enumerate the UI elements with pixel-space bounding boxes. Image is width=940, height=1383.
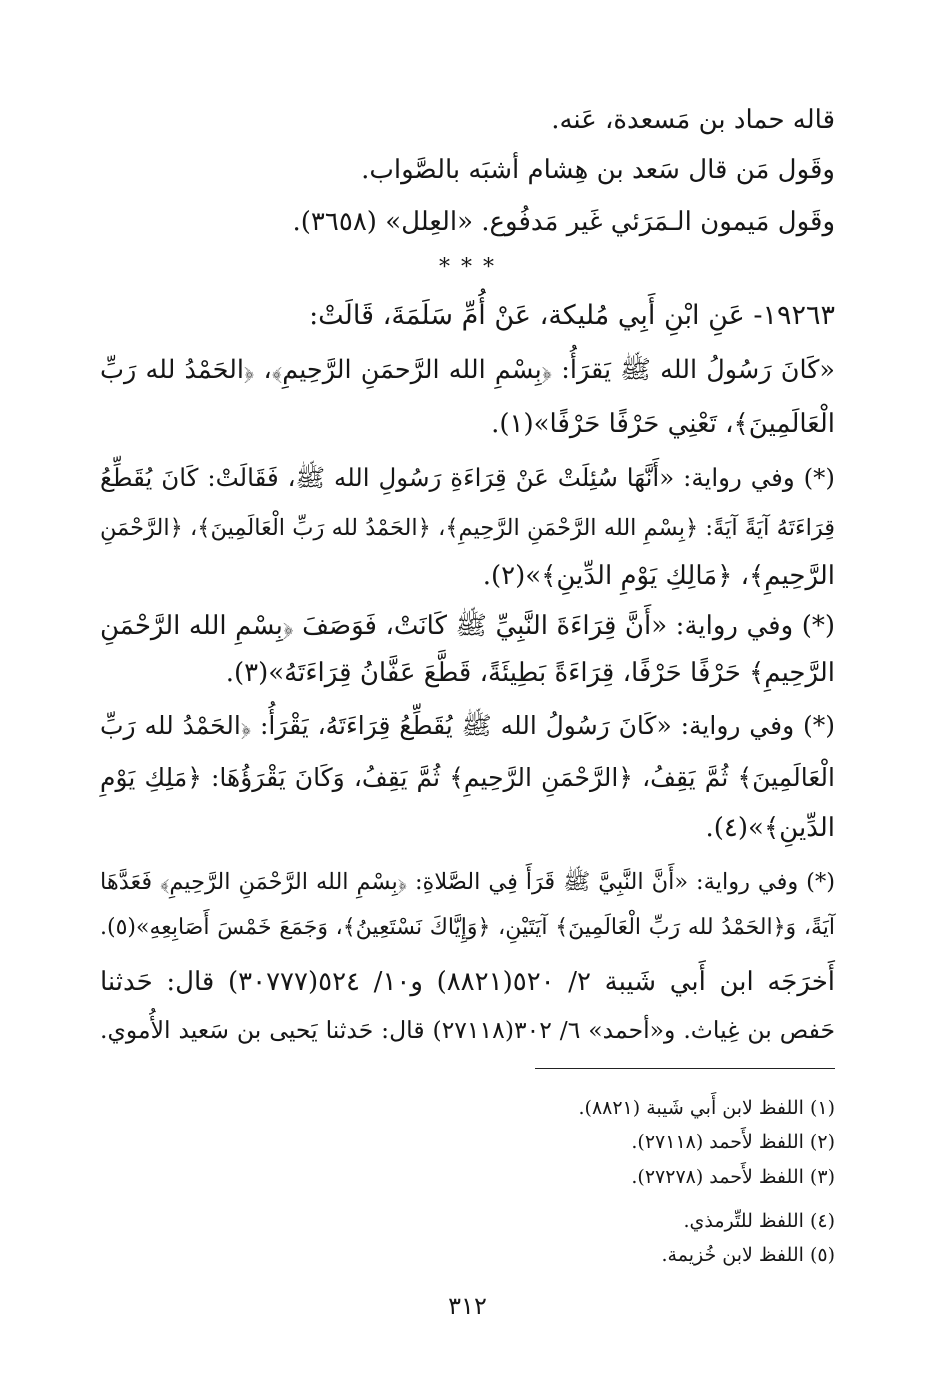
note-line-1: قاله حماد بن مَسعدة، عَنه. (551, 105, 835, 135)
body-line-13: أَخرَجَه ابن أَبي شَيبة ٢/ ٥٢٠(٨٨٢١) و١٠/ ٥٢٤(٣٠٧٧٧) قال: حَدثنا (100, 967, 836, 997)
body-line-4: قِرَاءَتَهُ آيَةً آيَةً: ﴿بِسْمِ الله الرَّحْمَنِ الرَّحِيمِ﴾، ﴿الحَمْدُ لله رَبِّ الْعَالَمِينَ﴾، ﴿الرَّحْمَنِ (100, 515, 835, 541)
body-line-5: الرَّحِيمِ﴾، ﴿مَالِكِ يَوْمِ الدِّينِ﴾»(٢). (482, 561, 835, 591)
footnote-divider (535, 1068, 835, 1069)
body-line-3: (*) وفي رواية: «أَنَّهَا سُئِلَتْ عَنْ قِرَاءَةِ رَسُولِ الله ﷺ، فَقَالَتْ: كَانَ يُقَطِّعُ (100, 463, 835, 492)
body-line-6: (*) وفي رواية: «أَنَّ قِرَاءَةَ النَّبِيِّ ﷺ كَانَتْ، فَوَصَفَ ﴿بِسْمِ الله الرَّحْمَنِ (100, 611, 835, 641)
body-line-9: الْعَالَمِينَ﴾ ثُمَّ يَقِفُ، ﴿الرَّحْمَنِ الرَّحِيمِ﴾ ثُمَّ يَقِفُ، وَكَانَ يَقْرَؤُهَا: ﴿مَلِكِ يَوْمِ (100, 763, 835, 792)
section-separator: * * * (439, 255, 496, 280)
document-page (100, 0, 835, 1383)
footnote-1: (١) اللفظ لابن أَبي شَيبة (٨٨٢١). (578, 1097, 835, 1119)
hadith-heading: ١٩٢٦٣- عَنِ ابْنِ أَبِي مُليكة، عَنْ أُمِّ سَلَمَةَ، قَالَتْ: (309, 300, 835, 331)
body-line-1: «كَانَ رَسُولُ الله ﷺ يَقرَأُ: ﴿بِسْمِ الله الرَّحمَنِ الرَّحِيمِ﴾، ﴿الحَمْدُ لله رَبِّ (100, 355, 835, 385)
body-line-8: (*) وفي رواية: «كَانَ رَسُولُ الله ﷺ يُقَطِّعُ قِرَاءَتَهُ، يَقْرَأُ: ﴿الحَمْدُ لله رَبِّ (100, 711, 835, 740)
body-line-14: حَفص بن غِياث. و«أحمد» ٦/ ٣٠٢(٢٧١١٨) قال: حَدثنا يَحيى بن سَعيد الأُموي. (100, 1016, 835, 1044)
note-line-2: وقَول مَن قال سَعد بن هِشام أشبَه بالصَّواب. (361, 155, 835, 185)
footnote-3: (٣) اللفظ لأَحمد (٢٧٢٧٨). (631, 1166, 835, 1188)
footnote-2: (٢) اللفظ لأَحمد (٢٧١١٨). (631, 1131, 835, 1153)
page-number: ٣١٢ (448, 1292, 487, 1320)
note-line-3: وقَول مَيمون الـمَرَئي غَير مَدفُوع. «العِلل» (٣٦٥٨). (292, 207, 835, 237)
body-line-2: الْعَالَمِينَ﴾، تَعْنِي حَرْفًا حَرْفًا»(١). (491, 409, 835, 439)
body-line-7: الرَّحِيمِ﴾ حَرْفًا حَرْفًا، قِرَاءَةً بَطِيئَةً، قَطَّعَ عَفَّانُ قِرَاءَتَهُ»(٣). (225, 658, 835, 688)
body-line-11: (*) وفي رواية: «أَنَّ النَّبِيَّ ﷺ قَرَأَ فِي الصَّلاةِ: ﴿بِسْمِ الله الرَّحْمَنِ الرَّحِيمِ﴾ فَعَدَّهَا (100, 869, 835, 895)
footnote-4: (٤) اللفظ للتِّرمذي. (683, 1210, 835, 1232)
body-line-10: الدِّينِ﴾»(٤). (705, 813, 835, 843)
footnote-5: (٥) اللفظ لابن خُزيمة. (661, 1244, 835, 1266)
body-line-12: آيَةً، وَ﴿الحَمْدُ لله رَبِّ الْعَالَمِينَ﴾ آيَتَيْنِ، ﴿وَإِيَّاكَ نَسْتَعِينُ﴾، وَجَمَعَ خَمْسَ أَصَابِعِهِ»(٥). (100, 915, 835, 940)
